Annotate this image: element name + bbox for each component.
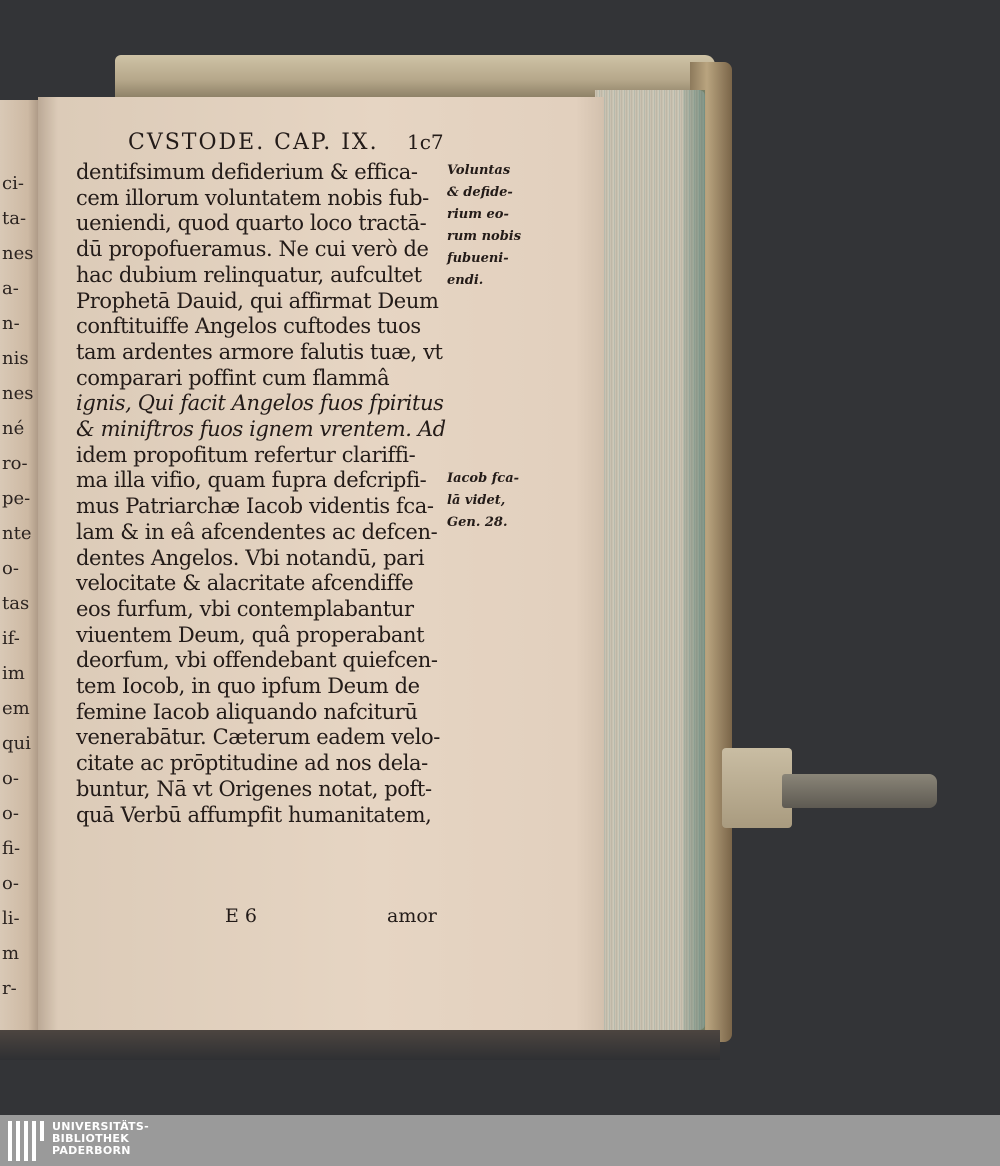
margin-note-line: Iacob fca- [447, 471, 520, 486]
left-page-fragment: m [2, 943, 20, 964]
margin-note-line: Voluntas [447, 163, 511, 178]
left-page-fragment: o- [2, 768, 19, 789]
text-line: velocitate & alacritate afcendiffe [76, 571, 414, 596]
text-line: & miniftros fuos ignem vrentem. Ad [76, 417, 446, 442]
text-line: dū propofueramus. Ne cui verò de [76, 237, 429, 262]
page-stack [595, 90, 705, 1030]
text-line: idem propofitum refertur clariffi- [76, 442, 416, 467]
library-name [52, 1121, 149, 1157]
margin-note-line: rium eo- [447, 207, 509, 222]
left-page-fragment: li- [2, 908, 20, 929]
text-line: comparari poffint cum flammâ [76, 365, 390, 390]
left-page-fragment: nes [2, 383, 34, 404]
left-page-fragment: o- [2, 873, 19, 894]
text-line: hac dubium relinquatur, aufcultet [76, 262, 422, 287]
margin-note-line: & defide- [447, 185, 513, 200]
text-line: dentes Angelos. Vbi notandū, pari [76, 545, 425, 570]
text-line: tam ardentes armore falutis tuæ, vt [76, 339, 443, 364]
text-line: ma illa vifio, quam fupra defcripfi- [76, 468, 427, 493]
left-page-fragment: a- [2, 278, 19, 299]
library-footer [0, 1115, 1000, 1166]
library-logo-icon [8, 1121, 46, 1161]
margin-note-line: rum nobis [447, 229, 522, 244]
left-page-fragment: o- [2, 803, 19, 824]
text-line: dentifsimum defiderium & effica- [76, 160, 418, 184]
text-line: Prophetā Dauid, qui affirmat Deum [76, 288, 439, 313]
left-page-fragment: em [2, 698, 30, 719]
margin-note-line: endi. [447, 273, 484, 288]
left-page-fragment: nes [2, 243, 34, 264]
library-name-line-2: BIBLIOTHEK [52, 1132, 130, 1145]
left-page-fragment: nte [2, 523, 32, 544]
text-line: buntur, Nā vt Origenes notat, poft- [76, 776, 432, 801]
text-line: lam & in eâ afcendentes ac defcen- [76, 519, 438, 544]
left-page-fragment: ro- [2, 453, 28, 474]
text-line: ignis, Qui facit Angelos fuos fpiritus [76, 391, 444, 416]
left-page-fragment: pe- [2, 488, 31, 509]
left-page-fragment: ta- [2, 208, 27, 229]
text-line: ueniendi, quod quarto loco tractā- [76, 211, 427, 236]
left-page-fragment: qui [2, 733, 31, 754]
library-name-line-3: PADERBORN [52, 1144, 131, 1157]
text-line: mus Patriarchæ Iacob videntis fca- [76, 494, 434, 519]
book-shadow [0, 1030, 720, 1060]
text-line: tem Iocob, in quo ipfum Deum de [76, 674, 420, 699]
left-page-fragment: r- [2, 978, 17, 999]
text-line: eos furfum, vbi contemplabantur [76, 596, 414, 621]
left-page-fragment: if- [2, 628, 20, 649]
margin-note-line: fubueni- [447, 251, 509, 266]
signature-mark: E 6 [225, 905, 257, 927]
text-line: viuentem Deum, quâ properabant [76, 622, 425, 647]
clasp-bar [782, 774, 937, 808]
page-number: 1c7 [407, 130, 444, 154]
left-page-fragment: né [2, 418, 25, 439]
margin-note-voluntas [447, 160, 521, 292]
text-line: cem illorum voluntatem nobis fub- [76, 185, 429, 210]
catchword: amor [387, 905, 437, 927]
text-line: deorfum, vbi offendebant quiefcen- [76, 648, 438, 673]
library-name-line-1: UNIVERSITÄTS- [52, 1120, 149, 1133]
left-page-fragment: im [2, 663, 25, 684]
text-line: quā Verbū affumpfit humanitatem, [76, 802, 432, 827]
text-line: conftituiffe Angelos cuftodes tuos [76, 314, 421, 339]
left-page-fragment: ci- [2, 173, 24, 194]
body-text [76, 160, 446, 828]
left-page-fragment: nis [2, 348, 29, 369]
margin-note-line: lā videt, [447, 493, 506, 508]
text-line: venerabātur. Cæterum eadem velo- [76, 725, 440, 750]
text-line: citate ac prōptitudine ad nos dela- [76, 751, 428, 776]
margin-note-iacob [447, 468, 519, 534]
text-line: femine Iacob aliquando nafciturū [76, 699, 418, 724]
left-page-fragment: tas [2, 593, 30, 614]
running-header: CVSTODE. CAP. IX. [128, 130, 379, 155]
book-clasp [722, 748, 937, 818]
margin-note-line: Gen. 28. [447, 515, 508, 530]
left-page-fragment: fi- [2, 838, 21, 859]
left-page-fragment: o- [2, 558, 19, 579]
left-page-fragment: n- [2, 313, 20, 334]
left-page [0, 100, 40, 1030]
